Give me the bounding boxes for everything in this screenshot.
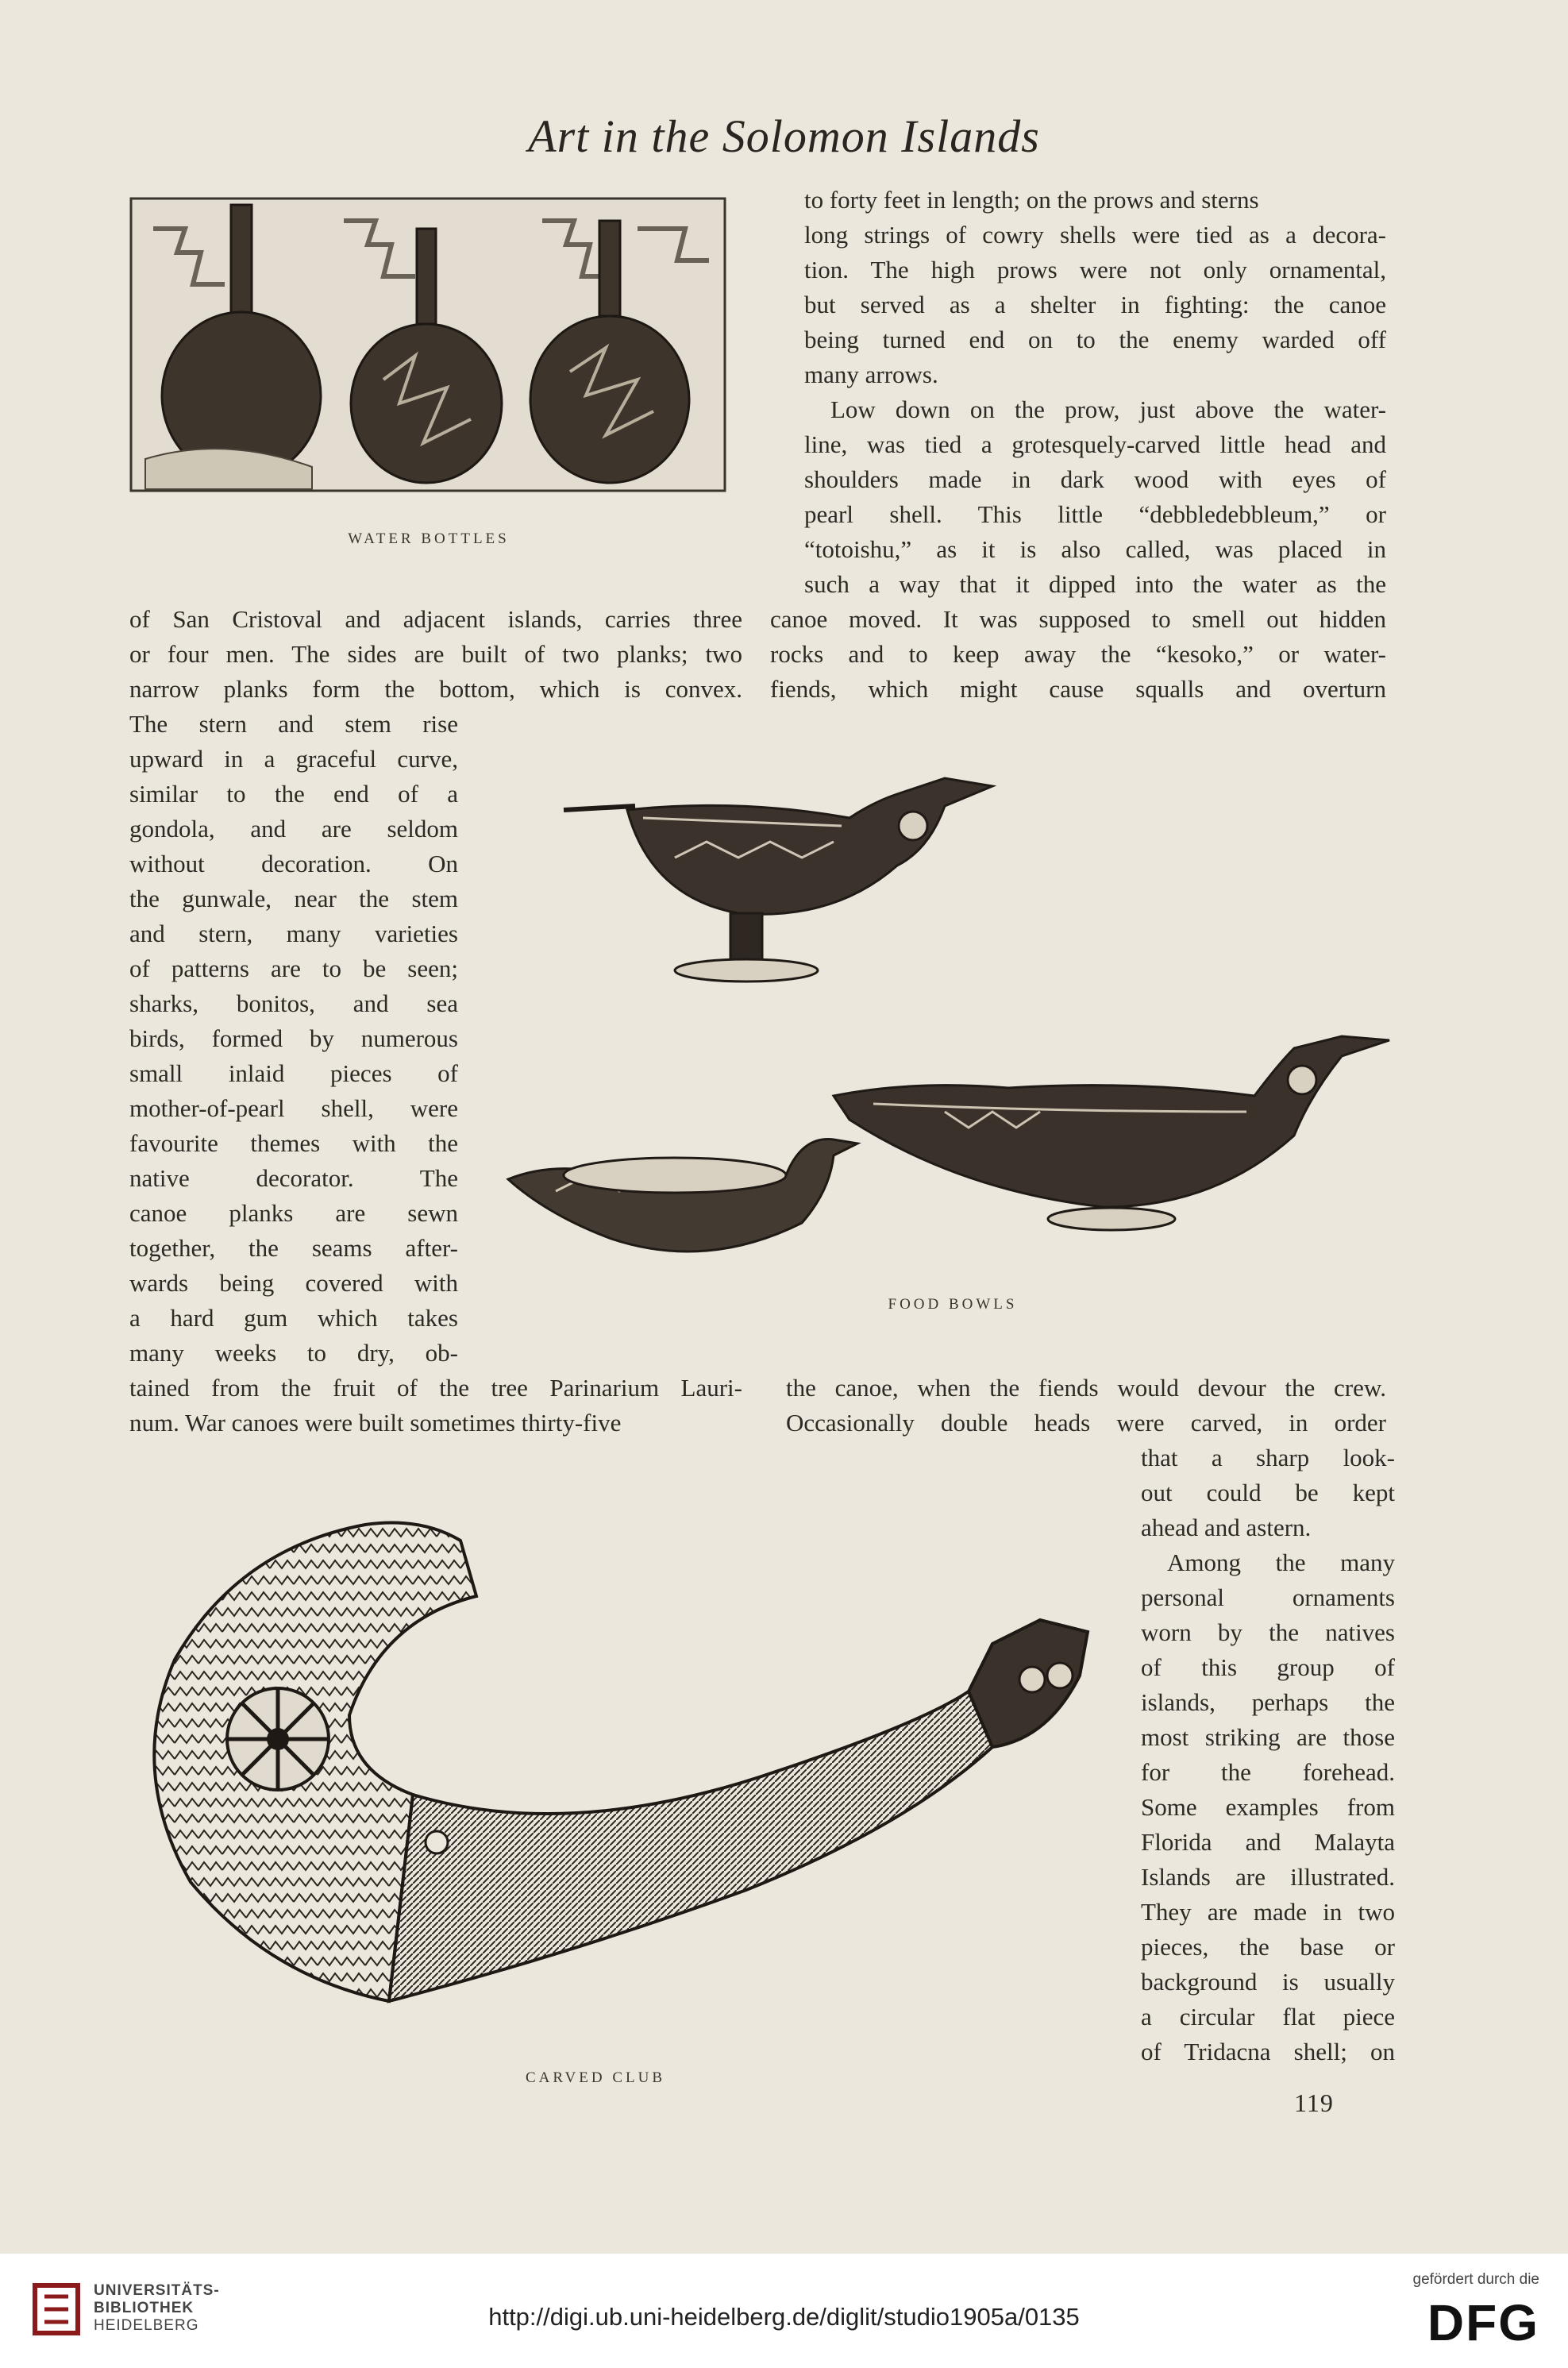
text-line: small inlaid pieces of	[129, 1059, 458, 1087]
text-line: a hard gum which takes	[129, 1304, 458, 1332]
page-title: Art in the Solomon Islands	[528, 110, 1040, 162]
text-line: wards being covered with	[129, 1269, 458, 1297]
text-line: and stern, many varieties	[129, 920, 458, 947]
text-line: of San Cristoval and adjacent islands, carries three	[129, 605, 742, 633]
text-line: native decorator. The	[129, 1164, 458, 1192]
text-line: ahead and astern.	[1141, 1514, 1312, 1541]
page-number: 119	[1294, 2088, 1334, 2117]
text-line: of Tridacna shell; on	[1141, 2038, 1395, 2065]
text-line: of patterns are to be seen;	[129, 955, 458, 982]
text-line: They are made in two	[1141, 1898, 1395, 1926]
text-line: fiends, which might cause squalls and overturn	[770, 675, 1386, 703]
text-line: personal ornaments	[1141, 1583, 1395, 1611]
text-line: upward in a graceful curve,	[129, 745, 458, 773]
text-line: mother-of-pearl shell, were	[129, 1094, 458, 1122]
text-line: many weeks to dry, ob-	[129, 1339, 458, 1367]
text-line: tion. The high prows were not only ornamental,	[804, 256, 1386, 283]
text-line: or four men. The sides are built of two planks; two	[129, 640, 742, 668]
dfg-logo: DFG	[1427, 2294, 1539, 2351]
text-line: gondola, and are seldom	[129, 815, 458, 843]
text-line: of this group of	[1141, 1653, 1395, 1681]
text-line: Islands are illustrated.	[1141, 1863, 1395, 1891]
text-line: the canoe, when the fiends would devour the crew.	[786, 1374, 1386, 1402]
footer-bar	[0, 2254, 1568, 2368]
text-line: pieces, the base or	[1141, 1933, 1395, 1961]
text-line: such a way that it dipped into the water as the	[804, 570, 1386, 598]
library-name-line: UNIVERSITÄTS-	[94, 2282, 220, 2299]
text-line: out could be kept	[1141, 1479, 1395, 1506]
text-line: being turned end on to the enemy warded off	[804, 326, 1386, 353]
water-bottles-caption: WATER BOTTLES	[348, 530, 510, 547]
text-line: sharks, bonitos, and sea	[129, 989, 458, 1017]
text-line: to forty feet in length; on the prows and sterns	[804, 186, 1259, 214]
food-bowls-illustration	[500, 762, 1397, 1286]
text-line: favourite themes with the	[129, 1129, 458, 1157]
text-line: together, the seams after-	[129, 1234, 458, 1262]
text-line: most striking are those	[1141, 1723, 1395, 1751]
text-line: line, was tied a grotesquely-carved little head and	[804, 430, 1386, 458]
text-line: canoe moved. It was supposed to smell out hidden	[770, 605, 1386, 633]
text-line: long strings of cowry shells were tied as a decora-	[804, 221, 1386, 249]
text-line: narrow planks form the bottom, which is convex.	[129, 675, 742, 703]
text-line: canoe planks are sewn	[129, 1199, 458, 1227]
sponsor-text: gefördert durch die	[1412, 2271, 1539, 2288]
text-line: many arrows.	[804, 361, 938, 388]
carved-club-illustration	[127, 1509, 1104, 2065]
text-line: Some examples from	[1141, 1793, 1395, 1821]
text-line: the gunwale, near the stem	[129, 885, 458, 912]
text-line: Florida and Malayta	[1141, 1828, 1395, 1856]
text-line: tained from the fruit of the tree Parinarium Lauri-	[129, 1374, 742, 1402]
text-line: pearl shell. This little “debbledebbleum,” or	[804, 500, 1386, 528]
text-line: num. War canoes were built sometimes thirty-five	[129, 1409, 622, 1437]
source-url-link[interactable]: http://digi.ub.uni-heidelberg.de/diglit/studio1905a/0135	[488, 2303, 1080, 2331]
text-line: worn by the natives	[1141, 1618, 1395, 1646]
text-line: Among the many	[1167, 1548, 1395, 1576]
text-line: a circular flat piece	[1141, 2003, 1395, 2031]
text-line: birds, formed by numerous	[129, 1024, 458, 1052]
text-line: but served as a shelter in fighting: the canoe	[804, 291, 1386, 318]
carved-club-caption: CARVED CLUB	[525, 2069, 666, 2086]
text-line: “totoishu,” as it is also called, was placed in	[804, 535, 1386, 563]
text-line: The stern and stem rise	[129, 710, 458, 738]
text-line: without decoration. On	[129, 850, 458, 877]
library-name-line: HEIDELBERG	[94, 2317, 199, 2334]
text-line: for the forehead.	[1141, 1758, 1395, 1786]
text-line: Low down on the prow, just above the water-	[830, 395, 1386, 423]
text-line: rocks and to keep away the “kesoko,” or water-	[770, 640, 1386, 668]
text-line: that a sharp look-	[1141, 1444, 1395, 1471]
text-line: Occasionally double heads were carved, in order	[786, 1409, 1386, 1437]
water-bottles-illustration	[129, 197, 726, 492]
food-bowls-caption: FOOD BOWLS	[888, 1296, 1018, 1313]
text-line: islands, perhaps the	[1141, 1688, 1395, 1716]
text-line: shoulders made in dark wood with eyes of	[804, 465, 1386, 493]
text-line: background is usually	[1141, 1968, 1395, 1996]
library-name-line: BIBLIOTHEK	[94, 2300, 195, 2316]
text-line: similar to the end of a	[129, 780, 458, 808]
